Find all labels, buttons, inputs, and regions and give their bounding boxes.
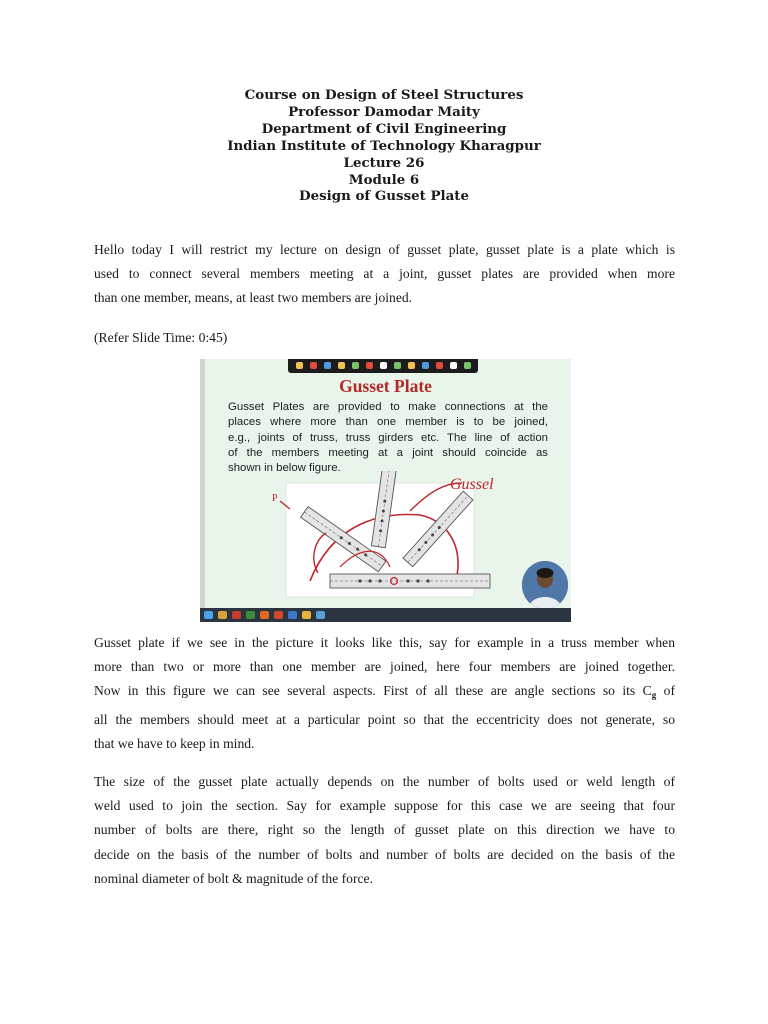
eraser-icon [352,362,359,369]
para2-line: The size of the gusset plate actually depends on the number of bolts used or weld length of [94,774,675,789]
para1-line3-text: Now in this figure we can see several aspects. First of all these are angle sections so its C [94,683,652,699]
department-name: Department of Civil Engineering [261,120,507,137]
course-title: Course on Design of Steel Structures [244,87,524,103]
professor-name: Professor Damodar Maity [288,103,480,120]
start-icon [204,611,213,619]
intro-paragraph [94,238,675,311]
para1-line: that we have to keep in mind. [94,735,255,751]
slide-left-strip [200,359,205,622]
close-toolbar-icon [464,362,471,369]
text-tool-icon [380,362,387,369]
slide-body-line: of the members meeting at a joint should coincide as [228,446,548,459]
clear-icon [450,362,457,369]
refer-slide-time: (Refer Slide Time: 0:45) [94,330,228,345]
institute-name: Indian Institute of Technology Kharagpur [227,137,541,154]
app-icon [260,611,269,619]
slide-body-line: places where more than one member is to be joined, [228,416,548,429]
gusset-annotation: Gussel [450,476,494,493]
pen-tool-icon [296,362,303,369]
app-icon [246,611,255,619]
explorer-icon [218,611,227,619]
load-label-p: P [272,493,278,504]
speaker-avatar [522,561,568,609]
para1-line3-end: of [656,683,675,699]
para2-line: number of bolts are there, right so the length of gusset plate on this direction we have to [94,822,675,838]
para2-line: nominal diameter of bolt & magnitude of the force. [94,870,373,886]
slide-body-line: shown in below figure. [228,462,341,475]
slide-screenshot [200,359,571,622]
slide-body-line: Gusset Plates are provided to make connections at the [228,401,548,413]
lecture-topic: Design of Gusset Plate [298,188,470,205]
speaker-video-thumbnail [522,561,568,609]
line-tool-icon [394,362,401,369]
redo-icon [436,362,443,369]
para2-line: weld used to join the section. Say for example suppose for this case we are seeing that four [94,798,675,814]
intro-line: used to connect several members meeting at a joint, gusset plates are provided when more [94,266,675,282]
color-tool-icon [408,362,415,369]
para2-line: decide on the basis of the number of bolts and number of bolts are decided on the basis of the [94,846,675,862]
para1-line: Gusset plate if we see in the picture it looks like this, say for example in a truss member when [94,635,675,650]
app-icon [316,611,325,619]
module-number: Module 6 [348,171,420,188]
slide-body [228,400,548,476]
powerpoint-icon [274,611,283,619]
marker-icon [324,362,331,369]
paragraph-two [94,770,675,891]
paragraph-one [94,631,675,756]
media-icon [302,611,311,619]
slide-title: Gusset Plate [339,376,432,396]
pencil-icon [338,362,345,369]
lecture-number: Lecture 26 [343,154,425,171]
slide-body-line: e.g., joints of truss, truss girders etc. The line of action [228,431,548,444]
shape-tool-icon [366,362,373,369]
annotation-toolbar [288,359,478,373]
undo-icon [422,362,429,369]
intro-line: Hello today I will restrict my lecture on design of gusset plate, gusset plate is a plate which is [94,242,675,257]
para1-line: more than two or more than one member are joined, here four members are joined together. [94,659,675,675]
lecture-header [0,87,768,205]
intro-line: than one member, means, at least two members are joined. [94,290,413,306]
app-icon [232,611,241,619]
windows-taskbar [200,608,571,622]
cg-subscript: g [651,690,657,701]
para1-line [94,679,675,707]
highlighter-icon [310,362,317,369]
para1-line: all the members should meet at a particular point so that the eccentricity does not generate, so [94,711,675,727]
browser-icon [288,611,297,619]
